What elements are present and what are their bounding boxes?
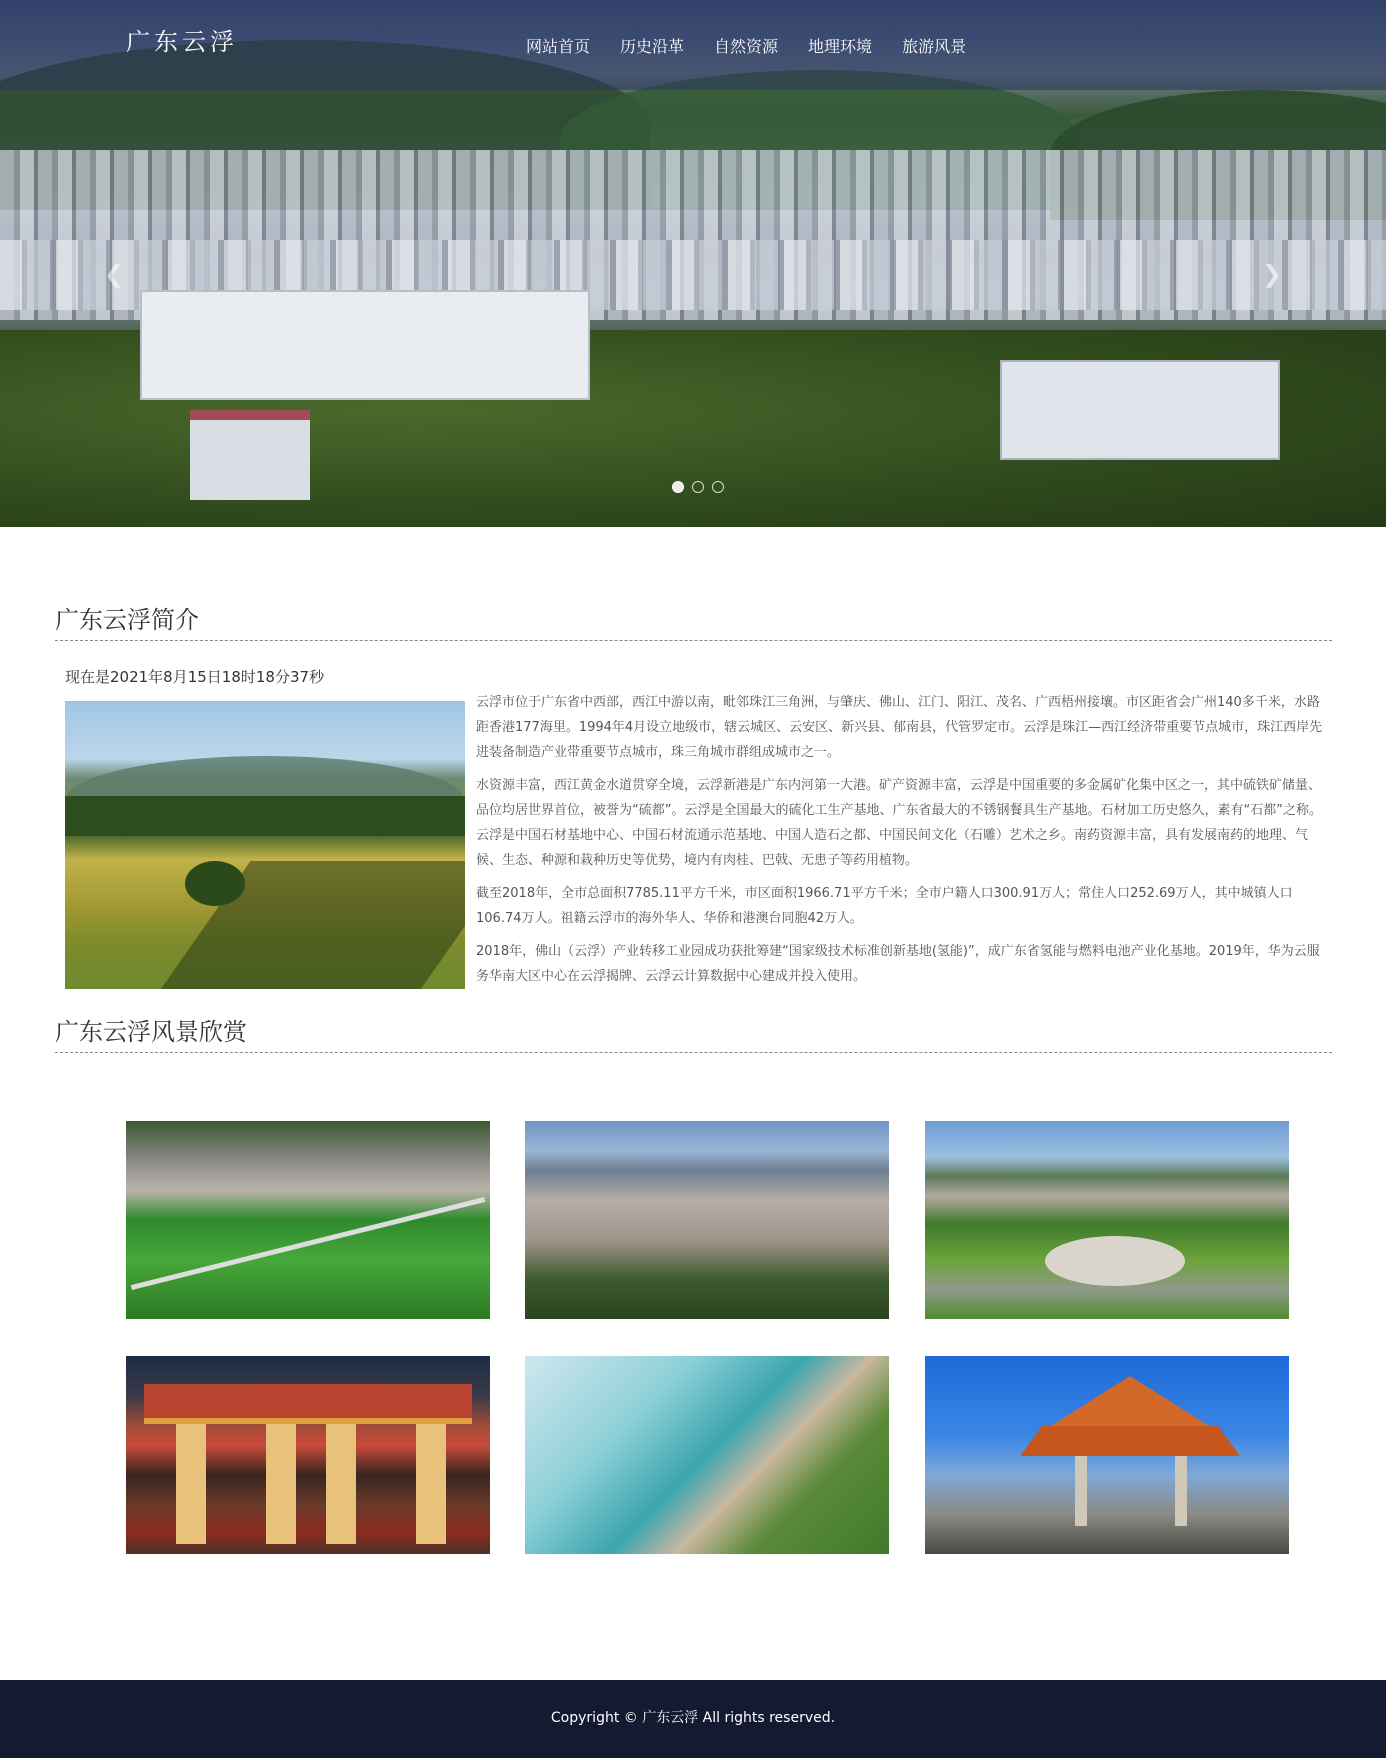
- site-footer: [0, 1680, 1386, 1758]
- gallery-image-gate[interactable]: [126, 1356, 490, 1554]
- intro-text: [476, 690, 1331, 997]
- campus-building: [140, 290, 590, 400]
- carousel-dot[interactable]: [712, 481, 724, 493]
- nav-item-resources[interactable]: 自然资源: [714, 37, 779, 56]
- gallery-image-cityscape[interactable]: [525, 1121, 889, 1319]
- chevron-right-icon[interactable]: ❯: [1262, 260, 1283, 288]
- chevron-left-icon[interactable]: ❮: [104, 260, 125, 288]
- gallery-image-farmland[interactable]: [126, 1121, 490, 1319]
- hero-carousel: [0, 0, 1386, 527]
- gallery-image-plaza[interactable]: [925, 1121, 1289, 1319]
- carousel-indicators: [672, 481, 724, 493]
- intro-landscape-image: [65, 701, 465, 989]
- nav-item-tourism[interactable]: 旅游风景: [902, 37, 967, 56]
- section-divider: [55, 640, 1332, 641]
- site-brand[interactable]: 广东云浮: [126, 28, 238, 56]
- carousel-dot[interactable]: [692, 481, 704, 493]
- intro-paragraph: 水资源丰富，西江黄金水道贯穿全境，云浮新港是广东内河第一大港。矿产资源丰富，云浮是中国重要的多金属矿化集中区之一，其中硫铁矿储量、品位均居世界首位，被誉为“硫都”。云浮是全国最大的硫化工生产基地、广东省最大的不锈钢餐具生产基地。石材加工历史悠久，素有“石都”之称。云浮是中国石材基地中心、中国石材流通示范基地、中国人造石之都、中国民间文化（石雕）艺术之乡。南药资源丰富，具有发展南药的地理、气候、生态、种源和栽种历史等优势，境内有肉桂、巴戟、无患子等药用植物。: [476, 778, 1322, 868]
- current-time: 现在是2021年8月15日18时18分37秒: [65, 668, 325, 686]
- nav-item-home[interactable]: 网站首页: [526, 37, 591, 56]
- copyright-text: Copyright © 广东云浮 All rights reserved.: [550, 1710, 836, 1726]
- section-divider: [55, 1052, 1332, 1053]
- nav-item-geography[interactable]: 地理环境: [808, 37, 873, 56]
- gallery-image-pavilion[interactable]: [925, 1356, 1289, 1554]
- campus-building: [190, 410, 310, 500]
- nav-item-history[interactable]: 历史沿革: [620, 37, 685, 56]
- campus-building: [1000, 360, 1280, 460]
- gallery-image-coast[interactable]: [525, 1356, 889, 1554]
- intro-paragraph: 2018年，佛山（云浮）产业转移工业园成功获批筹建“国家级技术标准创新基地(氢能)”，成广东省氢能与燃料电池产业化基地。2019年，华为云服务华南大区中心在云浮揭牌、云浮云计算数据中心建成并投入使用。: [476, 944, 1320, 984]
- intro-paragraph: 截至2018年，全市总面积7785.11平方千米，市区面积1966.71平方千米；全市户籍人口300.91万人；常住人口252.69万人，其中城镇人口106.74万人。祖籍云浮市的海外华人、华侨和港澳台同胞42万人。: [476, 886, 1293, 926]
- intro-title: 广东云浮简介: [55, 606, 199, 634]
- gallery-title: 广东云浮风景欣赏: [55, 1018, 247, 1046]
- main-nav: [511, 30, 981, 61]
- carousel-dot[interactable]: [672, 481, 684, 493]
- top-navbar: [0, 0, 1386, 90]
- intro-paragraph: 云浮市位于广东省中西部，西江中游以南，毗邻珠江三角洲，与肇庆、佛山、江门、阳江、茂名、广西梧州接壤。市区距省会广州140多千米，水路距香港177海里。1994年4月设立地级市，辖云城区、云安区、新兴县、郁南县，代管罗定市。云浮是珠江—西江经济带重要节点城市，珠江西岸先进装备制造产业带重要节点城市，珠三角城市群组成城市之一。: [476, 695, 1323, 760]
